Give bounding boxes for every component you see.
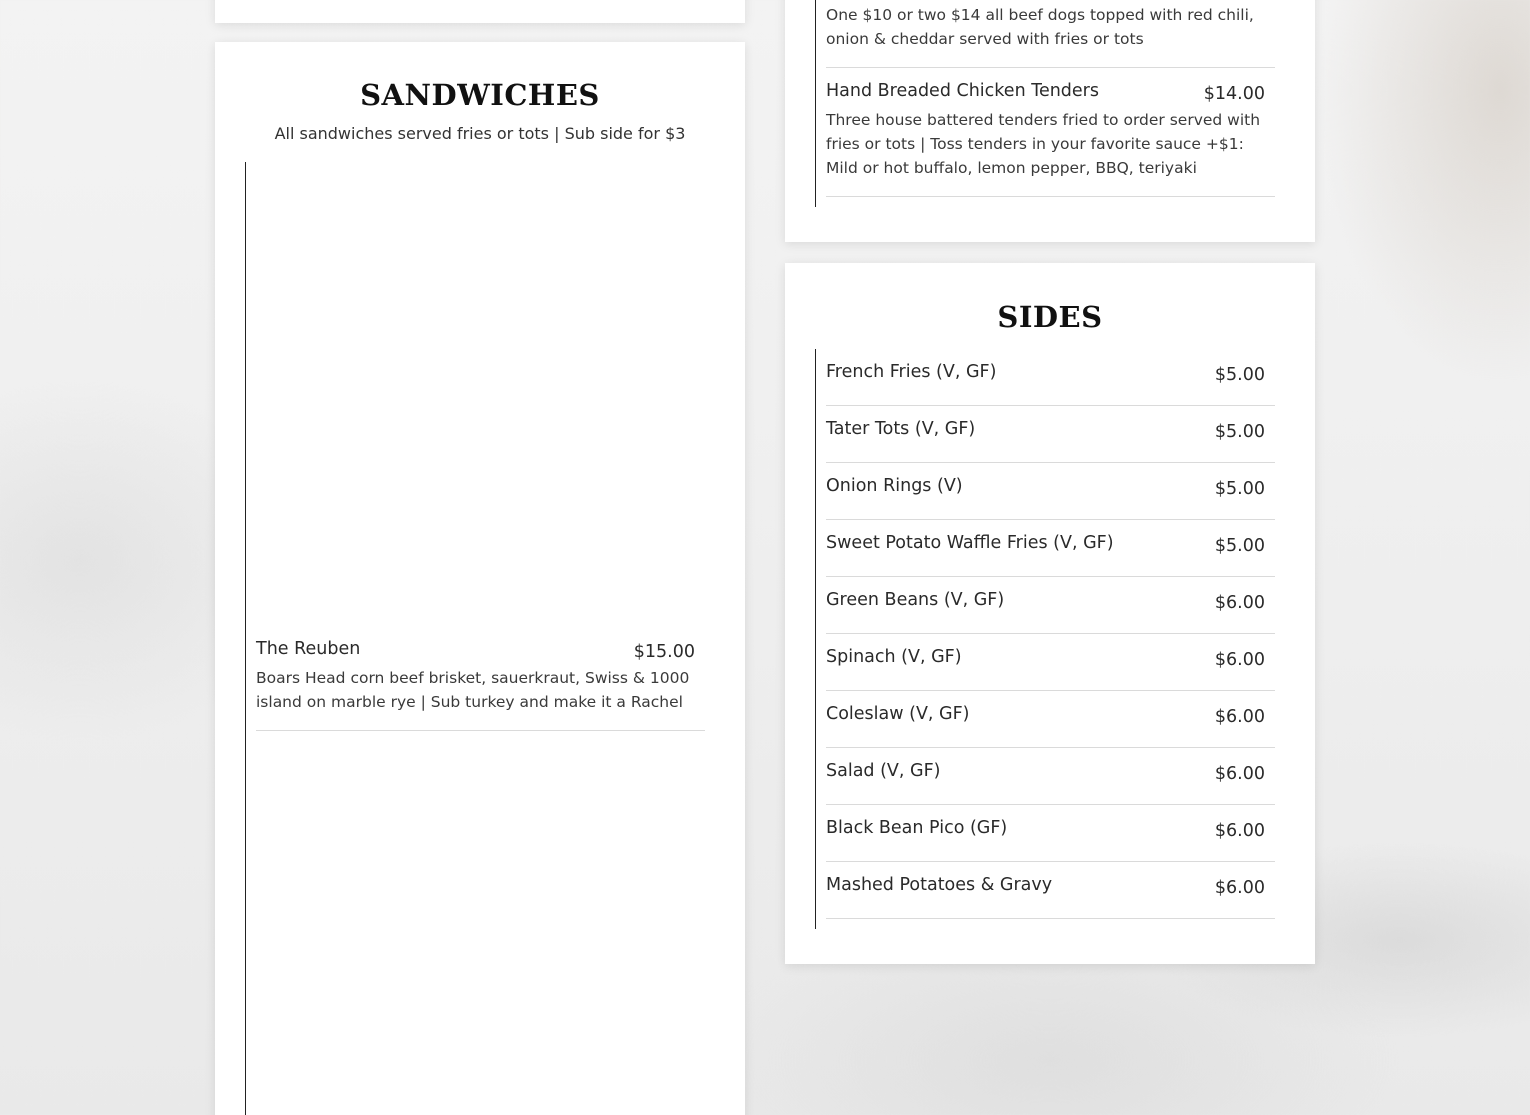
side-item-name: Spinach (V, GF) (826, 647, 962, 667)
side-item-price: $5.00 (1214, 479, 1265, 499)
side-item-price: $6.00 (1214, 593, 1265, 613)
menu-item-name: Hand Breaded Chicken Tenders (826, 81, 1099, 101)
previous-menu-card (215, 0, 745, 23)
side-item-divider (826, 633, 1275, 634)
side-item-price: $5.00 (1214, 365, 1265, 385)
side-item-divider (826, 405, 1275, 406)
menu-item-name: The Reuben (256, 639, 361, 659)
sandwiches-card (215, 42, 745, 1115)
menu-item-description: Three house battered tenders fried to order served with fries or tots | Toss tenders in your favorite sauce +$1: Mild or hot buffalo, lemon pepper, BBQ, teriyaki (826, 111, 1261, 177)
menu-item-description: Boars Head corn beef brisket, sauerkraut, Swiss & 1000 island on marble rye | Sub turkey and make it a Rachel (256, 669, 690, 711)
sandwiches-subtitle: All sandwiches served fries or tots | Sub side for $3 (274, 124, 686, 143)
side-item-name: French Fries (V, GF) (826, 362, 997, 382)
side-item-price: $5.00 (1214, 536, 1265, 556)
menu-item-divider (826, 67, 1275, 68)
side-item-price: $6.00 (1214, 650, 1265, 670)
side-item-price: $5.00 (1214, 422, 1265, 442)
side-item-price: $6.00 (1214, 821, 1265, 841)
side-item-divider (826, 462, 1275, 463)
side-item-divider (826, 918, 1275, 919)
sandwiches-list-border (245, 162, 246, 1115)
menu-item-description: One $10 or two $14 all beef dogs topped with red chili, onion & cheddar served with fries or tots (826, 6, 1254, 48)
side-item-price: $6.00 (1214, 764, 1265, 784)
side-item-name: Green Beans (V, GF) (826, 590, 1005, 610)
side-item-name: Sweet Potato Waffle Fries (V, GF) (826, 533, 1114, 553)
menu-item-divider (826, 196, 1275, 197)
entrees-list-border (815, 0, 816, 207)
sides-title: SIDES (997, 300, 1103, 334)
side-item-name: Coleslaw (V, GF) (826, 704, 970, 724)
side-item-name: Mashed Potatoes & Gravy (826, 875, 1053, 895)
side-item-price: $6.00 (1214, 878, 1265, 898)
side-item-divider (826, 519, 1275, 520)
sides-list-border (815, 349, 816, 929)
menu-item-price: $15.00 (633, 642, 695, 662)
side-item-name: Salad (V, GF) (826, 761, 941, 781)
side-item-divider (826, 861, 1275, 862)
entrees-card (785, 0, 1315, 242)
side-item-divider (826, 747, 1275, 748)
menu-item-price: $14.00 (1203, 84, 1265, 104)
side-item-name: Black Bean Pico (GF) (826, 818, 1008, 838)
sandwiches-title: SANDWICHES (360, 78, 600, 112)
side-item-name: Tater Tots (V, GF) (826, 419, 976, 439)
side-item-divider (826, 576, 1275, 577)
side-item-name: Onion Rings (V) (826, 476, 963, 496)
menu-item-divider (256, 730, 705, 731)
sides-card (785, 263, 1315, 964)
side-item-divider (826, 804, 1275, 805)
side-item-divider (826, 690, 1275, 691)
side-item-price: $6.00 (1214, 707, 1265, 727)
